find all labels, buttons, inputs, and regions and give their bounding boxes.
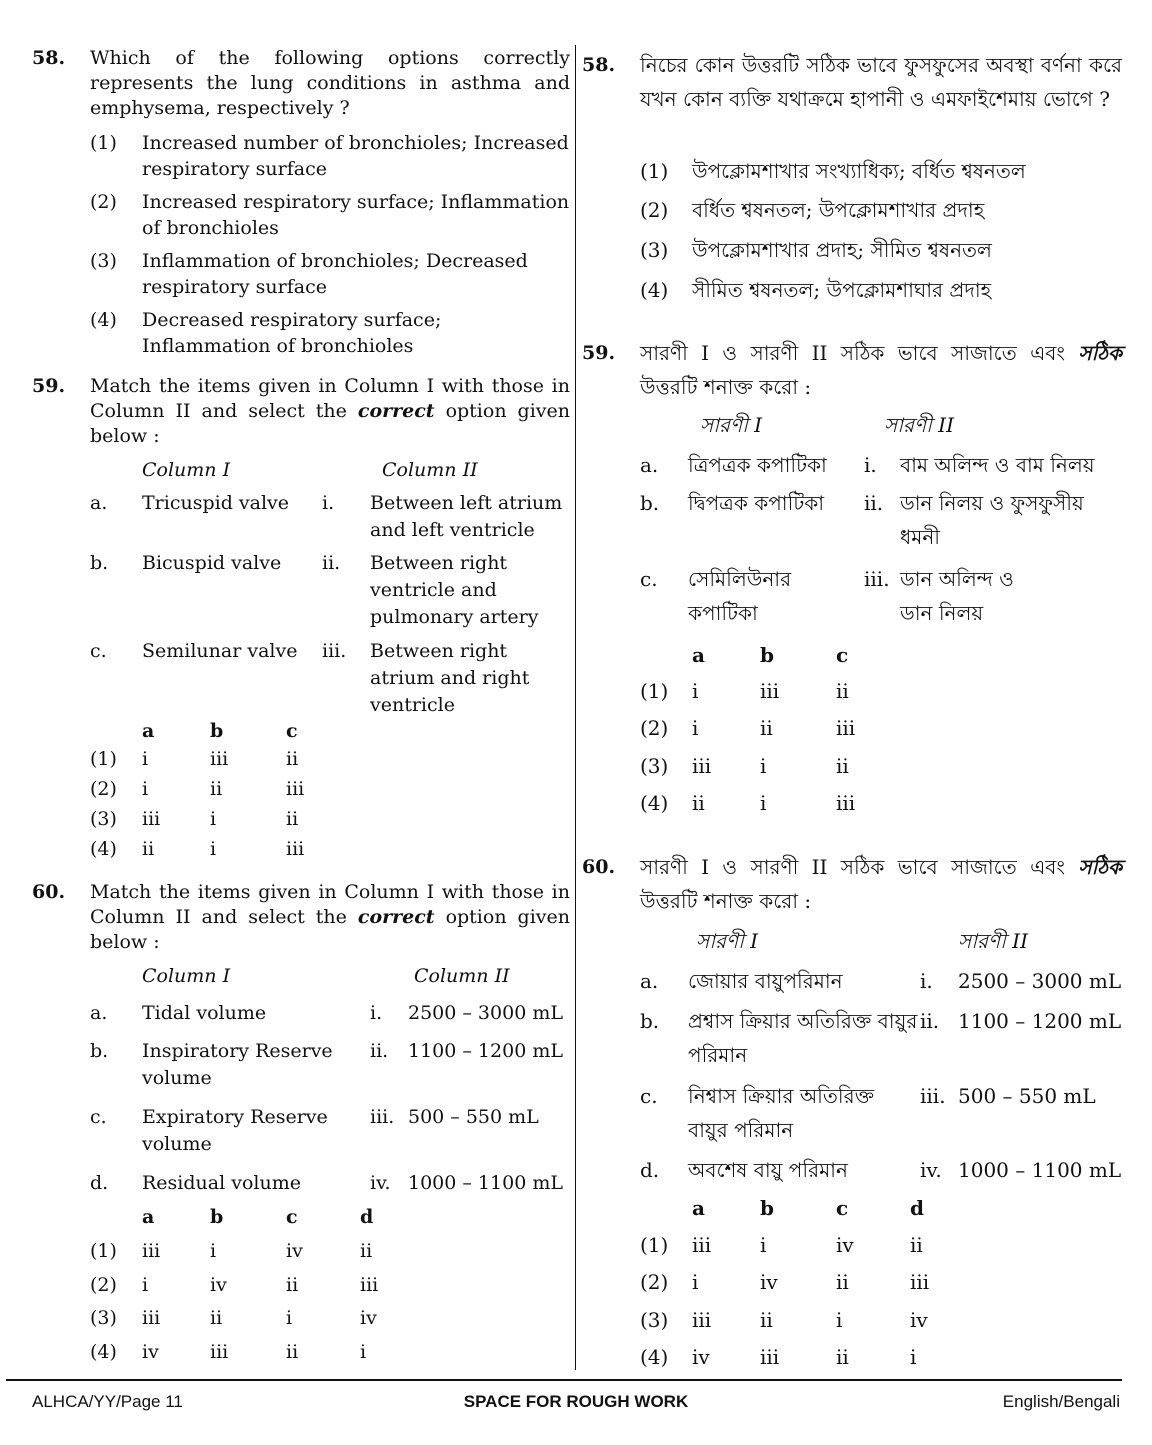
answer-cell: iii [692, 1233, 712, 1257]
row-label: a. [90, 1002, 108, 1024]
option-text: Increased number of bronchioles; Increased respiratory surface [142, 132, 569, 180]
row-roman: ii. [920, 1009, 940, 1033]
column-i-header: সারণী I [696, 929, 759, 953]
footer-rule [6, 1379, 1122, 1381]
question-stem: নিচের কোন উত্তরটি সঠিক ভাবে ফুসফুসের অবস্থা বর্ণনা করে যখন কোন ব্যক্তি যথাক্রমে হাপানী ও এমফাইশেমায় ভোগে ? [640, 53, 1122, 111]
stem-text: উত্তরটি শনাক্ত করো : [640, 375, 812, 399]
column-i-item: Bicuspid valve [142, 552, 282, 574]
answer-cell: ii [142, 838, 155, 860]
column-i-item: Expiratory Reserve volume [142, 1106, 328, 1155]
row-roman: i. [322, 492, 335, 514]
column-i-header: Column I [142, 459, 231, 481]
column-divider [575, 45, 576, 1370]
answer-cell: i [286, 1307, 293, 1329]
column-i-item: দ্বিপত্রক কপাটিকা [688, 491, 825, 515]
column-ii-item: 2500 – 3000 mL [958, 969, 1122, 993]
answer-cell: i [692, 716, 699, 740]
row-roman: ii. [370, 1040, 389, 1062]
option-number: (1) [90, 132, 117, 154]
answer-cell: i [142, 748, 149, 770]
answer-cell: iii [836, 791, 856, 815]
stem-text: Match the items given in Column I with those in Column II and select the [90, 881, 570, 928]
answer-header-b: b [760, 1196, 774, 1220]
question-stem [90, 374, 570, 449]
answer-cell: ii [910, 1233, 923, 1257]
answer-cell: iii [760, 679, 780, 703]
answer-cell: ii [210, 778, 223, 800]
answer-option-number[interactable]: (3) [90, 1307, 117, 1329]
answer-cell: i [142, 778, 149, 800]
answer-cell: iii [286, 838, 305, 860]
stem-text: Match the items given in Column I with those in Column II and select the [90, 375, 570, 422]
answer-cell: ii [210, 1307, 223, 1329]
answer-cell: i [692, 679, 699, 703]
answer-cell: iii [286, 778, 305, 800]
answer-cell: iii [836, 716, 856, 740]
answer-cell: iii [142, 808, 161, 830]
answer-header-b: b [210, 720, 224, 742]
row-label: c. [90, 1106, 107, 1128]
answer-header-c: c [836, 643, 849, 667]
option-3[interactable] [90, 248, 570, 300]
stem-text: উত্তরটি শনাক্ত করো : [640, 889, 812, 913]
answer-cell: i [210, 808, 217, 830]
row-roman: ii. [864, 491, 884, 515]
question-number: 58. [582, 54, 616, 76]
answer-cell: ii [286, 748, 299, 770]
column-i-item: নিশ্বাস ক্রিয়ার অতিরিক্ত বায়ুর পরিমান [688, 1084, 875, 1142]
answer-header-b: b [210, 1206, 224, 1228]
stem-emphasis: correct [357, 906, 435, 928]
answer-header-c: c [286, 1206, 298, 1228]
answer-option-number[interactable]: (3) [90, 808, 117, 830]
answer-cell: iv [360, 1307, 377, 1329]
answer-cell: iii [210, 1341, 229, 1363]
answer-option-number[interactable]: (2) [640, 716, 669, 740]
stem-emphasis: সঠিক [1078, 341, 1122, 365]
answer-cell: iii [360, 1274, 379, 1296]
answer-cell: i [910, 1345, 917, 1369]
column-ii-item: 500 – 550 mL [958, 1084, 1096, 1108]
row-label: b. [90, 552, 109, 574]
column-i-item: প্রশ্বাস ক্রিয়ার অতিরিক্ত বায়ুর পরিমান [688, 1009, 918, 1067]
option-number: (3) [90, 250, 117, 272]
answer-cell: iv [142, 1341, 159, 1363]
column-ii-item: 2500 – 3000 mL [408, 1002, 563, 1024]
answer-cell: iv [286, 1240, 303, 1262]
answer-cell: i [210, 1240, 217, 1262]
option-text: সীমিত শ্বষনতল; উপক্লোমশাঘার প্রদাহ [692, 278, 992, 302]
answer-header-c: c [286, 720, 298, 742]
answer-cell: iv [836, 1233, 854, 1257]
answer-option-number[interactable]: (3) [640, 754, 669, 778]
question-number: 59. [32, 375, 66, 397]
stem-text: সারণী I ও সারণী II সঠিক ভাবে সাজাতে এবং [640, 855, 1079, 879]
language-label: English/Bengali [1002, 1392, 1120, 1411]
option-number: (4) [640, 278, 669, 302]
question-stem [640, 336, 1122, 404]
column-ii-item: Between right ventricle and pulmonary artery [370, 552, 539, 628]
answer-option-number[interactable]: (1) [90, 1240, 117, 1262]
column-ii-item: 1000 – 1100 mL [408, 1172, 563, 1194]
stem-text: option given below : [90, 906, 570, 953]
question-number: 60. [582, 856, 616, 878]
answer-cell: i [692, 1270, 699, 1294]
row-roman: iii. [920, 1084, 946, 1108]
answer-cell: ii [760, 716, 773, 740]
column-ii-header: সারণী II [884, 413, 954, 437]
row-roman: i. [920, 969, 933, 993]
option-number: (1) [640, 159, 669, 183]
answer-cell: i [360, 1341, 367, 1363]
column-ii-item: Between left atrium and left ventricle [370, 492, 563, 541]
answer-cell: iii [692, 1308, 712, 1332]
answer-header-c: c [836, 1196, 849, 1220]
option-4[interactable] [90, 307, 570, 359]
answer-cell: ii [836, 754, 849, 778]
row-roman: iii. [322, 640, 347, 662]
question-number: 60. [32, 881, 66, 903]
column-ii-item: ডান অলিন্দ ও ডান নিলয় [900, 567, 1014, 625]
answer-option-number[interactable]: (2) [90, 1274, 117, 1296]
answer-option-number[interactable]: (2) [640, 1270, 669, 1294]
answer-cell: ii [286, 1274, 299, 1296]
column-ii-header: Column II [382, 459, 478, 481]
option-number: (2) [90, 191, 117, 213]
row-label: c. [640, 1084, 658, 1108]
column-i-item: Tidal volume [142, 1002, 267, 1024]
row-roman: iv. [920, 1158, 942, 1182]
column-ii-item: 1000 – 1100 mL [958, 1158, 1122, 1182]
answer-cell: ii [286, 1341, 299, 1363]
answer-cell: iv [692, 1345, 710, 1369]
stem-text: option given below : [90, 400, 570, 447]
answer-cell: i [760, 1233, 767, 1257]
answer-cell: i [210, 838, 217, 860]
column-ii-item: ডান নিলয় ও ফুসফুসীয় ধমনী [900, 491, 1084, 549]
answer-header-b: b [760, 643, 774, 667]
column-ii-item: Between right atrium and right ventricle [370, 640, 530, 716]
row-roman: ii. [322, 552, 341, 574]
answer-cell: iii [910, 1270, 930, 1294]
option-1[interactable] [640, 154, 1122, 188]
answer-option-number[interactable]: (4) [90, 1341, 117, 1363]
question-number: 58. [32, 47, 66, 69]
column-ii-item: বাম অলিন্দ ও বাম নিলয় [900, 453, 1095, 477]
option-2[interactable] [90, 189, 570, 241]
answer-option-number[interactable]: (4) [640, 791, 669, 815]
row-label: d. [90, 1172, 109, 1194]
column-i-item: Tricuspid valve [142, 492, 290, 514]
row-label: d. [640, 1158, 660, 1182]
row-label: a. [640, 453, 659, 477]
column-i-item: জোয়ার বায়ুপরিমান [688, 969, 843, 993]
stem-emphasis: correct [357, 400, 435, 422]
answer-cell: ii [360, 1240, 373, 1262]
answer-cell: iii [142, 1307, 161, 1329]
option-text: বর্ধিত শ্বষনতল; উপক্লোমশাখার প্রদাহ [692, 198, 985, 222]
option-3[interactable] [640, 233, 1122, 267]
answer-option-number[interactable]: (4) [640, 1345, 669, 1369]
option-number: (2) [640, 198, 669, 222]
column-i-header: সারণী I [700, 413, 763, 437]
column-i-item: Residual volume [142, 1172, 301, 1194]
option-text: উপক্লোমশাখার সংখ্যাধিক্য; বর্ধিত শ্বষনতল [692, 159, 1026, 183]
option-text: Increased respiratory surface; Inflammation of bronchioles [142, 191, 570, 239]
option-text: Decreased respiratory surface; Inflammation of bronchioles [142, 309, 442, 357]
question-stem [90, 880, 570, 955]
answer-option-number[interactable]: (1) [640, 1233, 669, 1257]
answer-cell: iii [692, 754, 712, 778]
answer-cell: ii [836, 1345, 849, 1369]
column-i-header: Column I [142, 965, 231, 987]
answer-cell: iv [210, 1274, 227, 1296]
row-label: c. [90, 640, 107, 662]
option-2[interactable] [640, 193, 1122, 227]
column-i-item: ত্রিপত্রক কপাটিকা [688, 453, 827, 477]
option-text: উপক্লোমশাখার প্রদাহ; সীমিত শ্বষনতল [692, 238, 992, 262]
row-label: a. [640, 969, 659, 993]
answer-header-a: a [692, 1196, 705, 1220]
column-ii-item: 1100 – 1200 mL [408, 1040, 563, 1062]
row-label: a. [90, 492, 108, 514]
question-stem [640, 850, 1122, 918]
answer-cell: i [142, 1274, 149, 1296]
row-roman: iii. [864, 567, 890, 591]
column-ii-header: সারণী II [958, 929, 1028, 953]
stem-text: সারণী I ও সারণী II সঠিক ভাবে সাজাতে এবং [640, 341, 1079, 365]
rough-work-label: SPACE FOR ROUGH WORK [463, 1392, 689, 1411]
column-i-item: Semilunar valve [142, 640, 298, 662]
column-i-item: সেমিলিউনার কপাটিকা [688, 567, 792, 625]
row-label: b. [640, 1009, 660, 1033]
answer-option-number[interactable]: (4) [90, 838, 117, 860]
answer-cell: i [760, 754, 767, 778]
option-number: (4) [90, 309, 117, 331]
row-label: c. [640, 567, 658, 591]
answer-cell: iii [142, 1240, 161, 1262]
option-text: Inflammation of bronchioles; Decreased respiratory surface [142, 250, 528, 298]
answer-cell: i [760, 791, 767, 815]
answer-option-number[interactable]: (2) [90, 778, 117, 800]
row-label: b. [90, 1040, 109, 1062]
answer-header-a: a [142, 1206, 155, 1228]
option-number: (3) [640, 238, 669, 262]
answer-cell: ii [760, 1308, 773, 1332]
option-4[interactable] [640, 273, 1122, 307]
row-label: b. [640, 491, 660, 515]
stem-emphasis: সঠিক [1078, 855, 1122, 879]
answer-option-number[interactable]: (3) [640, 1308, 669, 1332]
question-stem: Which of the following options correctly represents the lung conditions in asthma and emphysema, respectively ? [90, 47, 570, 119]
answer-header-a: a [692, 643, 705, 667]
answer-header-d: d [910, 1196, 924, 1220]
answer-cell: iii [760, 1345, 780, 1369]
question-number: 59. [582, 342, 616, 364]
column-i-item: Inspiratory Reserve volume [142, 1040, 333, 1089]
row-roman: i. [864, 453, 877, 477]
answer-cell: ii [286, 808, 299, 830]
answer-option-number[interactable]: (1) [90, 748, 117, 770]
answer-cell: iii [210, 748, 229, 770]
column-ii-item: 500 – 550 mL [408, 1106, 539, 1128]
column-i-item: অবশেষ বায়ু পরিমান [688, 1158, 848, 1182]
answer-cell: iv [760, 1270, 778, 1294]
row-roman: iii. [370, 1106, 395, 1128]
answer-cell: ii [836, 1270, 849, 1294]
page-number: ALHCA/YY/Page 11 [32, 1392, 183, 1411]
answer-cell: ii [692, 791, 705, 815]
option-1[interactable] [90, 130, 570, 182]
row-roman: i. [370, 1002, 383, 1024]
column-ii-item: 1100 – 1200 mL [958, 1009, 1122, 1033]
answer-cell: i [836, 1308, 843, 1332]
answer-header-a: a [142, 720, 155, 742]
answer-header-d: d [360, 1206, 374, 1228]
row-roman: iv. [370, 1172, 391, 1194]
column-ii-header: Column II [414, 965, 510, 987]
answer-cell: ii [836, 679, 849, 703]
answer-cell: iv [910, 1308, 928, 1332]
answer-option-number[interactable]: (1) [640, 679, 669, 703]
